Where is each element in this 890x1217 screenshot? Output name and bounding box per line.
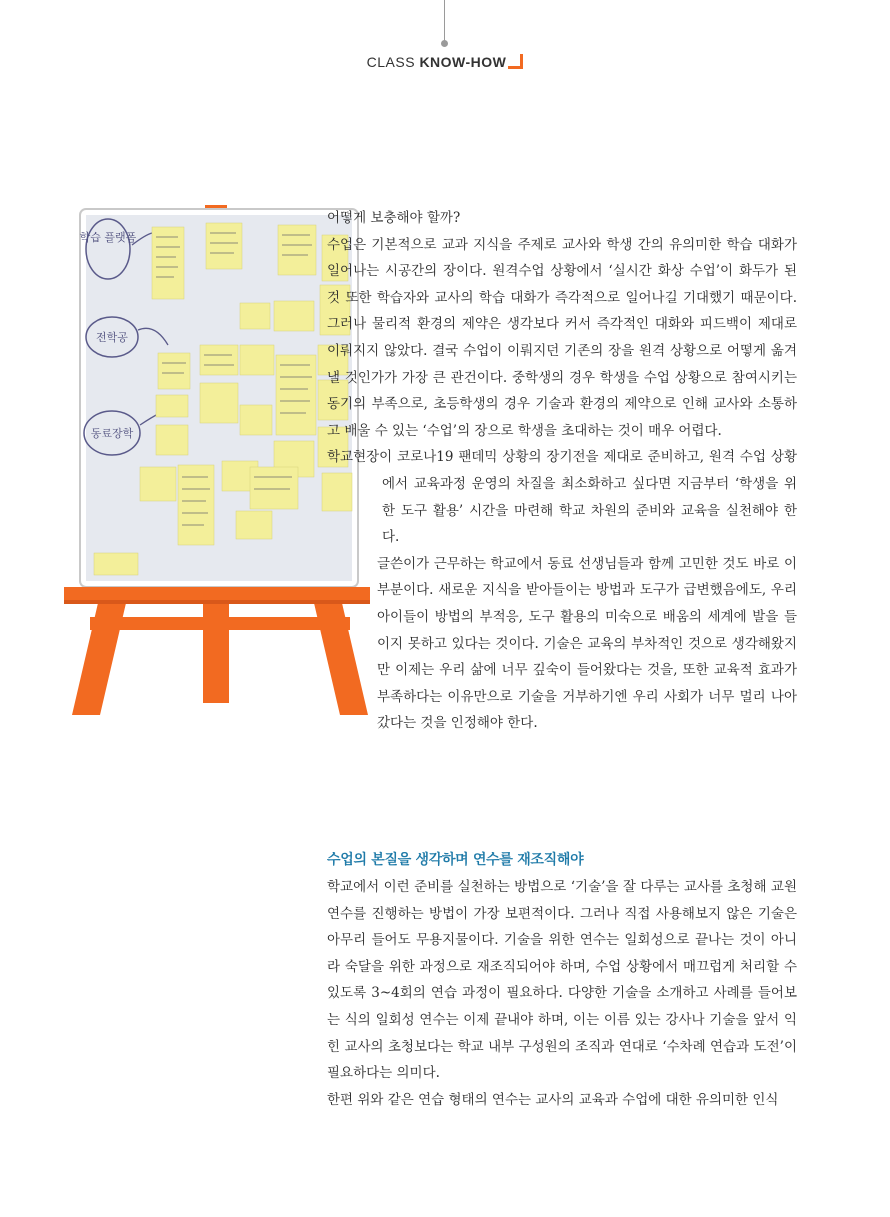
header-title: KNOW-HOW [419, 54, 507, 70]
svg-text:전학공: 전학공 [96, 331, 128, 344]
top-rule [444, 0, 445, 42]
corner-bracket-icon [508, 54, 523, 69]
paragraph: 한편 위와 같은 연습 형태의 연수는 교사의 교육과 수업에 대한 유의미한 인식 [327, 1091, 779, 1108]
paragraph: 어떻게 보충해야 할까? [327, 210, 461, 226]
svg-text:학습 플랫폼: 학습 플랫폼 [79, 231, 137, 244]
svg-text:동료장학: 동료장학 [90, 427, 134, 440]
top-rule-dot [441, 40, 448, 47]
paragraph: 수업은 기본적으로 교과 지식을 주제로 교사와 학생 간의 유의미한 학습 대화가 일어나는 시공간의 장이다. 원격수업 상황에서 ‘실시간 화상 수업’이 화두가 된 것 또한 학습자와 교사의 학습 대화가 즉각적으로 일어나길 기대했기 때문이다. 그러나 물리적 환경의 제약은 생각보다 커서 즉각적인 대화와 피드백이 제대로 이뤄지지 않았다. 결국 수업이 이뤄지던 기존의 장을 원격 상황으로 어떻게 옮겨낼 것인가가 가장 큰 관건이다. 중학생의 경우 학생을 수업 상황으로 참여시키는 동기의 부족으로, 초등학생의 경우 기술과 환경의 제약으로 인해 교사와 소통하고 배울 수 있는 ‘수업’의 장으로 학생을 초대하는 것이 매우 어렵다. [327, 236, 797, 439]
article-body-2 [327, 874, 797, 1113]
header-prefix: CLASS [366, 54, 416, 70]
paragraph: 학교에서 이런 준비를 실천하는 방법으로 ‘기술’을 잘 다루는 교사를 초청해 교원 연수를 진행하는 방법이 가장 보편적이다. 그러나 직접 사용해보지 않은 기술은 아무리 들어도 무용지물이다. 기술을 위한 연수는 일회성으로 끝나는 것이 아니라 숙달을 위한 과정으로 재조직되어야 하며, 수업 상황에서 매끄럽게 처리할 수 있도록 3~4회의 연습 과정이 필요하다. 다양한 기술을 소개하고 사례를 들어보는 식의 일회성 연수는 이제 끝내야 하며, 이는 이름 있는 강사나 기술을 앞서 익힌 교사의 초청보다는 학교 내부 구성원의 조직과 연대로 ‘수차례 연습과 도전’이 필요하다는 의미다. [327, 879, 797, 1082]
page-header [0, 54, 890, 70]
paragraph: 학교현장이 코로나19 팬데믹 상황의 장기전을 제대로 준비하고, 원격 수업 상황에서 교육과정 운영의 차질을 최소화하고 싶다면 지금부터 ‘학생을 위한 도구 활용’ 시간을 마련해 학교 차원의 준비와 교육을 실천해야 한다. [327, 449, 797, 546]
section-heading: 수업의 본질을 생각하며 연수를 재조직해야 [327, 852, 584, 868]
article-body-1 [327, 205, 797, 737]
paragraph: 글쓴이가 근무하는 학교에서 동료 선생님들과 함께 고민한 것도 바로 이 부분이다. 새로운 지식을 받아들이는 방법과 도구가 급변했음에도, 우리 아이들이 방법의 부적응, 도구 활용의 미숙으로 배움의 세계에 발을 들이지 못하고 있다는 것이다. 기술은 교육의 부차적인 것으로 생각해왔지만 이제는 우리 삶에 너무 깊숙이 들어왔다는 것을, 또한 교육적 효과가 부족하다는 이유만으로 기술을 거부하기엔 우리 사회가 너무 멀리 나아갔다는 것을 인정해야 한다. [377, 555, 797, 732]
